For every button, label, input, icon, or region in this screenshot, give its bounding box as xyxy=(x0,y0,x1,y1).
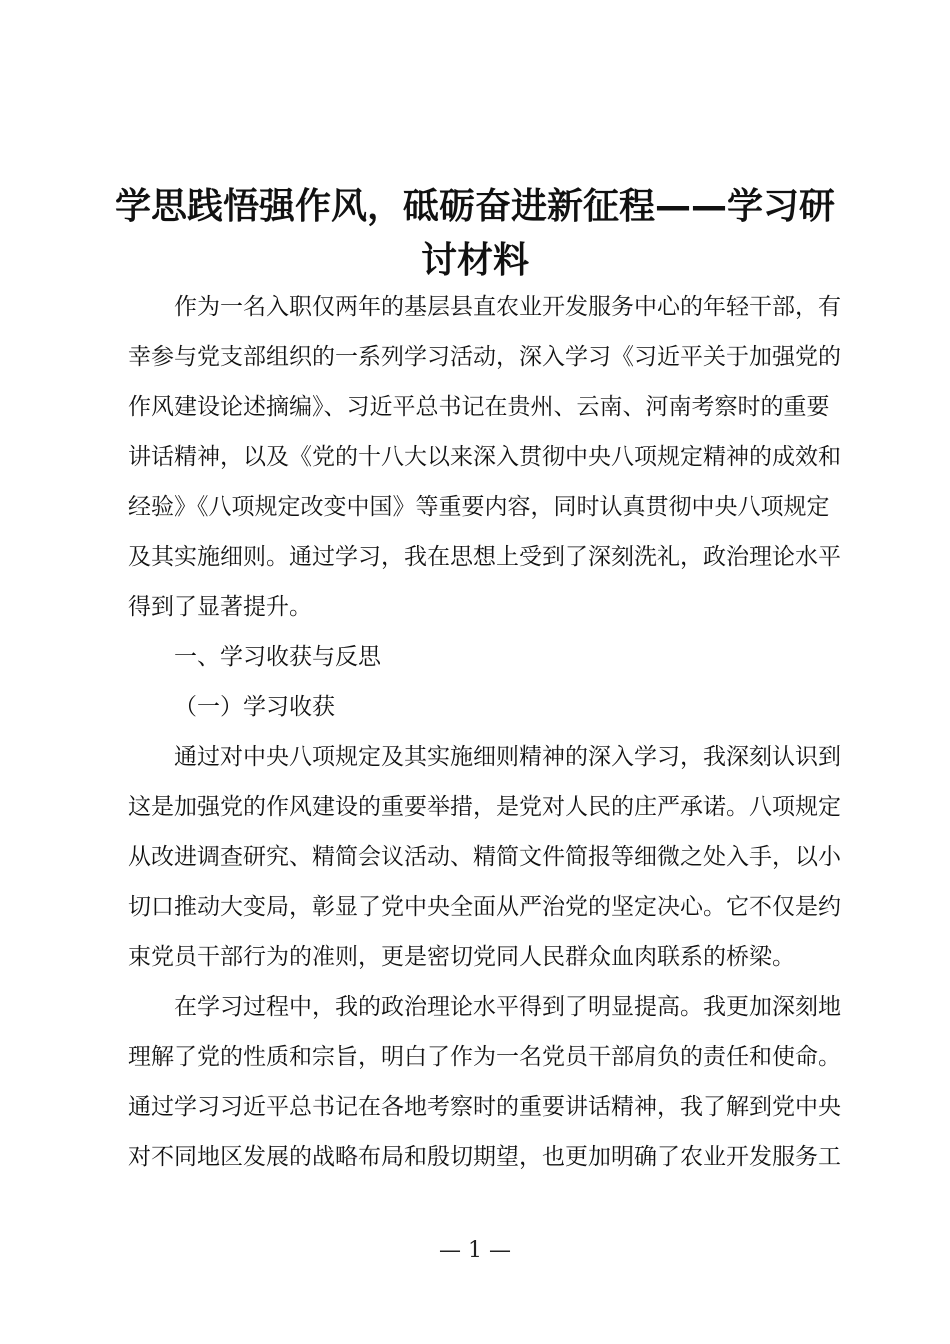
text-line: 对不同地区发展的战略布局和殷切期望，也更加明确了农业开发服务工 xyxy=(128,1144,841,1170)
text-line: 经验》《八项规定改变中国》等重要内容，同时认真贯彻中央八项规定 xyxy=(128,494,830,520)
body-paragraph xyxy=(128,732,841,982)
text-line: 幸参与党支部组织的一系列学习活动，深入学习《习近平关于加强党的 xyxy=(128,344,841,370)
document-body xyxy=(128,282,841,1182)
text-line: 得到了显著提升。 xyxy=(128,594,312,620)
text-line: 通过学习习近平总书记在各地考察时的重要讲话精神，我了解到党中央 xyxy=(128,1094,841,1120)
text-line: 这是加强党的作风建设的重要举措，是党对人民的庄严承诺。八项规定 xyxy=(128,794,841,820)
text-line: 讲话精神，以及《党的十八大以来深入贯彻中央八项规定精神的成效和 xyxy=(128,444,841,470)
text-line: 从改进调查研究、精简会议活动、精简文件简报等细微之处入手，以小 xyxy=(128,844,841,870)
text-line: 及其实施细则。通过学习，我在思想上受到了深刻洗礼，政治理论水平 xyxy=(128,544,841,570)
section-heading: 一、学习收获与反思 xyxy=(174,644,381,670)
subsection-heading: （一）学习收获 xyxy=(174,694,335,720)
page-footer xyxy=(0,1236,950,1266)
text-line: 切口推动大变局，彰显了党中央全面从严治党的坚定决心。它不仅是约 xyxy=(128,894,841,920)
text-line: 理解了党的性质和宗旨，明白了作为一名党员干部肩负的责任和使命。 xyxy=(128,1044,841,1070)
intro-paragraph xyxy=(128,282,841,632)
page-number: — 1 — xyxy=(439,1238,511,1263)
document-title xyxy=(110,180,840,288)
text-line: 作风建设论述摘编》、习近平总书记在贵州、云南、河南考察时的重要 xyxy=(128,394,830,420)
text-line: 束党员干部行为的准则，更是密切党同人民群众血肉联系的桥梁。 xyxy=(128,944,795,970)
body-paragraph xyxy=(128,982,841,1182)
text-line: 作为一名入职仅两年的基层县直农业开发服务中心的年轻干部，有 xyxy=(174,294,841,320)
title-line: 讨材料 xyxy=(420,240,529,281)
title-line: 学思践悟强作风，砥砺奋进新征程——学习研 xyxy=(114,186,835,227)
text-line: 通过对中央八项规定及其实施细则精神的深入学习，我深刻认识到 xyxy=(174,744,841,770)
text-line: 在学习过程中，我的政治理论水平得到了明显提高。我更加深刻地 xyxy=(174,994,841,1020)
